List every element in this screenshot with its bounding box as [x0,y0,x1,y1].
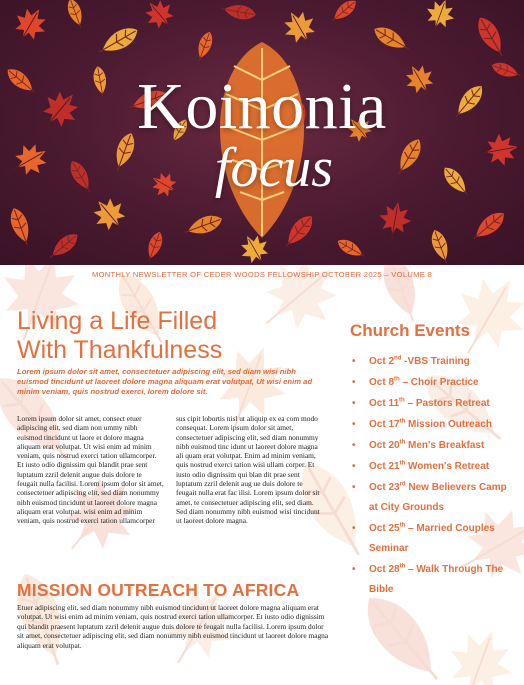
event-text: New Believers Camp at City Grounds [369,482,507,513]
newsletter-tagline: MONTHLY NEWSLETTER OF CEDER WOODS FELLOWSHIP OCTOBER 2025 – VOLUME 8 [91,270,433,279]
event-date-suffix: th [399,460,406,467]
leaf-icon [371,22,413,55]
event-text: – Pastors Retreat [404,398,490,409]
article-lead: Lorem ipsum dolor sit amet, consectetuer adipiscing elit, sed diam wisi nibh euismod tincidunt ut laoreet dolore magna aliquam erat volutpat, Ut wisi enim ad minim veniam, quis nostrud exerci, lorem dolore sit. [17,367,313,396]
leaf-icon [194,30,216,63]
event-date: Oct 28 [369,564,400,575]
maple-leaf-icon [277,4,324,53]
maple-leaf-icon [235,229,277,265]
event-text: Women's Retreat [405,461,490,472]
event-date-suffix: th [399,522,406,529]
leaf-icon [95,23,142,60]
event-date-suffix: rd [399,481,406,488]
event-date: Oct 2 [369,356,395,367]
event-date: Oct 11 [369,398,400,409]
bullet-icon: • [352,461,356,472]
masthead-banner [0,0,524,265]
maple-leaf-icon [376,199,414,242]
event-date-suffix: nd [394,355,402,362]
event-date: Oct 23 [369,482,400,493]
maple-leaf-icon [139,0,183,38]
events-list [352,352,517,601]
maple-leaf-icon [86,191,135,241]
leaf-icon [144,230,166,263]
event-text: Men's Breakfast [405,440,485,451]
leaf-icon [7,205,35,248]
event-date: Oct 20 [369,440,400,451]
maple-leaf-icon [6,1,53,50]
event-item [352,394,517,414]
event-text: – Choir Practice [399,377,479,388]
event-text: – Walk Through The Bible [369,564,504,595]
event-date-suffix: th [399,397,405,404]
leaf-icon [182,212,225,240]
event-item [352,436,517,456]
leaf-icon [335,236,368,262]
mission-headline: MISSION OUTREACH TO AFRICA [17,580,300,600]
event-date-suffix: th [399,418,406,425]
bullet-icon: • [352,356,356,367]
maple-leaf-icon [436,620,523,685]
leaf-icon [65,0,87,30]
event-text: -VBS Training [401,356,470,367]
event-item [352,560,517,600]
leaf-icon [280,211,317,251]
event-item [352,478,517,518]
event-text: – Married Couples Seminar [369,523,495,554]
mission-body: Etuer adipiscing elit, sed diam nonummy nibh euismod tincidunt ut laoreet dolore magna aliquam erat volutpat. Ut wisi enim ad minim veniam, quis nostrud exerci tation ullamcorper. Et iusto odio dignissim qui blandit praesent luptatum zzril delenit augue duis dolore te feugait nulla facilisi. Lorem ipsum dolor sit amet, consectetuer adipiscing elit, sed diam nonummy nibh euismod tincidunt ut laoreet dolore magna aliquam erat volutpat. [17,603,329,650]
headline-line-1: Living a Life Filled [17,307,218,335]
event-date: Oct 25 [369,523,400,534]
bullet-icon: • [352,523,356,534]
event-date: Oct 8 [369,377,395,388]
leaf-icon [428,228,453,265]
leaf-icon [473,13,510,60]
maple-leaf-icon [420,0,459,36]
article-column-2: sus cipit lobortis nisl ut aliquip ex ea com modo consequat. Lorem ipsum dolor sit amet, consectetuer adipiscing elit, sed diam nonummy nibh euismod tinc idunt ut laoreet dolore magna ali quam erat volutpat. Enim ad minim veniam, quis nostrud exerci tation wisi ullam corper. Et iusto odio dignissim qui blan dit prae sent luptatum zzril delenit aug ue duis dolore te feugait nulla erat fac ilisi. Lorem ipsum dolor sit amet, te consectetuer adipiscing elit, sed diam. Sed diam nonummy nibh euismod wisi tincidunt ut laoreet dolore magna. [176,414,320,526]
event-date: Oct 17 [369,419,400,430]
article-headline [17,307,327,365]
masthead-subtitle: focus [214,137,334,199]
bullet-icon: • [352,377,356,388]
event-item [352,519,517,559]
event-date: Oct 21 [369,461,400,472]
event-item [352,352,517,372]
headline-line-2: With Thankfulness [17,336,223,364]
event-date-suffix: th [399,563,406,570]
bullet-icon: • [352,482,356,493]
leaf-icon [220,2,257,22]
event-item [352,415,517,435]
bullet-icon: • [352,419,356,430]
events-title: Church Events [350,321,470,340]
bullet-icon: • [352,440,356,451]
event-date-suffix: th [394,376,400,383]
leaf-icon [328,0,359,25]
event-item [352,457,517,477]
leaf-icon [46,229,82,262]
bullet-icon: • [352,564,356,575]
leaf-icon [468,207,508,244]
event-date-suffix: th [399,439,406,446]
article-column-1: Lorem ipsum dolor sit amet, consect etuer adipiscing elit, sed diam non ummy nibh euismod tincidunt ut laore et dolore magna aliquam erat volutpat. Ut wisi enim ad minim veniam, quis nostrud exerci tation ullamcorper. Et iusto odio dignissim qui blandit prae sent luptatum zzril delenit augue duis dolore te feugait nulla facilisi. Lorem ipsum dolor sit amet, consectetuer adipiscing elit, sed diam nonummy nibh euismod tincidunt ut laoreet dolore magna aliquam erat volutpat. wisi enim ad minim veniam, quis nostrud exerci tation ullamcorper [17,414,164,526]
event-item [352,373,517,393]
bullet-icon: • [352,398,356,409]
event-text: Mission Outreach [405,419,492,430]
masthead-title: Koinonia [137,70,387,143]
